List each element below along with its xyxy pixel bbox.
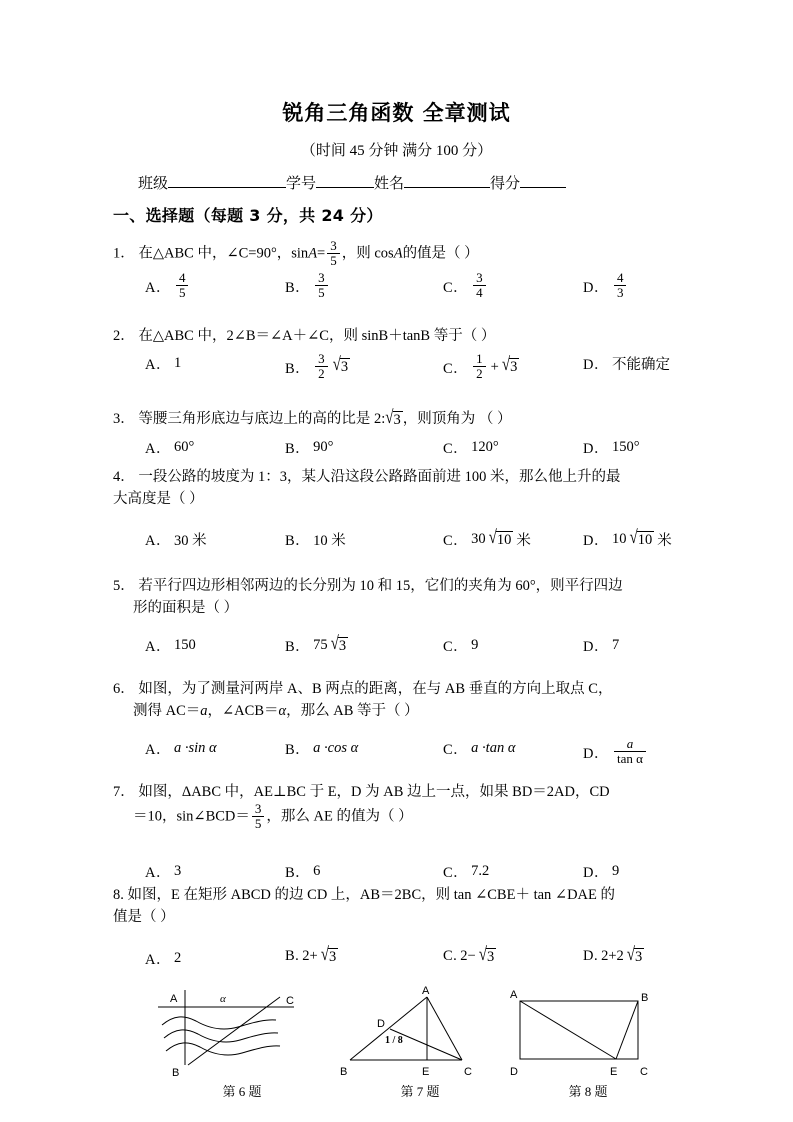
question-6-stem-line2: 测得 AC＝a，∠ACB＝α，那么 AB 等于（ ） xyxy=(133,703,419,720)
name-label: 姓名 xyxy=(374,176,405,192)
option-3-d[interactable]: D． 150° xyxy=(583,439,640,457)
option-2-c-fraction: $\frac{1}{2}$ xyxy=(473,352,486,380)
option-2-b[interactable]: B． $\frac{3}{2}$ √ 3 xyxy=(285,351,349,381)
option-4-d[interactable]: D． 10 √ 10 米 xyxy=(583,527,672,549)
figure-8-caption: 第 8 题 xyxy=(568,1084,608,1099)
figure-7-label-D: D xyxy=(377,1018,385,1030)
option-7-d[interactable]: D． 9 xyxy=(583,863,620,881)
class-label: 班级 xyxy=(138,176,169,192)
option-6-c[interactable]: C． a ·tan α xyxy=(443,740,516,758)
question-7-stem-line2: ＝10，sin∠BCD＝ $\frac{3}{5}$ ，那么 AE 的值为（ ） xyxy=(133,801,413,832)
option-5-d[interactable]: D． 7 xyxy=(583,637,620,655)
id-label: 学号 xyxy=(286,176,317,192)
option-3-b[interactable]: B． 90° xyxy=(285,439,334,457)
question-3-stem: 3． 等腰三角形底边与底边上的高的比是 2: √ 3 ，则顶角为 （ ） xyxy=(113,407,512,428)
question-1-var-a2: A xyxy=(393,245,403,262)
option-3-a[interactable]: A． 60° xyxy=(145,439,195,457)
option-4-d-sqrt: √ 10 xyxy=(629,527,653,548)
question-4-number: 4． xyxy=(113,469,135,485)
figure-7-label-A: A xyxy=(422,985,430,997)
option-1-c-fraction: $\frac{3}{4}$ xyxy=(473,271,486,299)
question-5-number: 5． xyxy=(113,578,135,594)
option-8-d[interactable]: D. 2+2 √ 3 xyxy=(583,944,643,965)
question-2-number: 2． xyxy=(113,328,135,344)
question-8 xyxy=(113,884,693,929)
question-8-options xyxy=(113,944,713,982)
question-1-var-a: A xyxy=(308,245,318,262)
question-6-options xyxy=(113,738,713,772)
figure-6-drawing xyxy=(152,985,332,1080)
option-7-b[interactable]: B． 6 xyxy=(285,863,321,881)
option-8-b-sqrt: √ 3 xyxy=(320,944,337,965)
option-1-d-fraction: $\frac{4}{3}$ xyxy=(614,271,627,299)
question-1-options xyxy=(113,272,713,306)
figure-6-label-alpha: α xyxy=(220,993,226,1005)
question-6 xyxy=(113,678,693,723)
option-4-a[interactable]: A． 30 米 xyxy=(145,533,207,549)
option-8-b[interactable]: B. 2+ √ 3 xyxy=(285,944,337,965)
option-7-c[interactable]: C． 7.2 xyxy=(443,863,490,881)
option-1-b[interactable]: B． $\frac{3}{5}$ xyxy=(285,272,330,300)
question-1-stem-tail: 的值是（ ） xyxy=(402,245,479,262)
option-6-d-fraction: $\frac{a}{\text{tan α}}$ xyxy=(614,737,646,765)
question-6-stem-line1: 6． 如图，为了测量河两岸 A、B 两点的距离，在与 AB 垂直的方向上取点 C， xyxy=(113,681,613,697)
question-4-stem-line1: 4． 一段公路的坡度为 1：3，某人沿这段公路路面前进 100 米，那么他上升的最 xyxy=(113,469,621,485)
option-2-d[interactable]: D． 不能确定 xyxy=(583,357,670,373)
question-7-number: 7． xyxy=(113,784,135,800)
score-blank[interactable] xyxy=(520,172,566,188)
option-2-c-sqrt: √ 3 xyxy=(501,355,518,376)
question-8-number: 8. xyxy=(113,887,124,903)
option-2-c[interactable]: C． $\frac{1}{2}$ + √ 3 xyxy=(443,351,518,381)
question-4-stem-line2: 大高度是（ ） xyxy=(113,491,204,508)
figure-7-drawing xyxy=(330,985,510,1080)
figure-8-label-D: D xyxy=(510,1066,518,1078)
figure-6-label-B: B xyxy=(172,1067,180,1079)
question-5-stem-line1: 5． 若平行四边形相邻两边的长分别为 10 和 15，它们的夹角为 60°，则平行四边 xyxy=(113,578,623,594)
name-blank[interactable] xyxy=(404,172,490,188)
question-1-stem xyxy=(113,240,693,268)
class-blank[interactable] xyxy=(168,172,286,188)
figure-6-label-A: A xyxy=(170,993,178,1005)
option-2-b-sqrt: √ 3 xyxy=(332,355,349,376)
figure-8-label-E: E xyxy=(610,1066,618,1078)
question-1-number: 1． xyxy=(113,245,135,262)
option-6-a[interactable]: A． a ·sin α xyxy=(145,740,217,758)
option-4-c-sqrt: √ 10 xyxy=(488,527,512,548)
option-6-d[interactable]: D． $\frac{a}{\text{tan α}}$ xyxy=(583,738,648,766)
question-4 xyxy=(113,466,693,511)
section-heading-choice: 一、选择题（每题 3 分，共 24 分） xyxy=(113,206,383,225)
option-3-c[interactable]: C． 120° xyxy=(443,439,499,457)
option-5-b-sqrt: √ 3 xyxy=(330,633,347,654)
option-1-b-fraction: $\frac{3}{5}$ xyxy=(315,271,328,299)
question-5-stem-line2: 形的面积是（ ） xyxy=(133,600,239,617)
question-2-stem xyxy=(113,325,693,347)
id-blank[interactable] xyxy=(316,172,374,188)
figure-7-label-C: C xyxy=(464,1066,472,1078)
score-label: 得分 xyxy=(490,176,521,192)
question-7-stem-line1: 7． 如图，ΔABC 中，AE⊥BC 于 E，D 为 AB 边上一点，如果 BD＝2AD，CD xyxy=(113,784,610,800)
figure-8-label-C: C xyxy=(640,1066,648,1078)
option-2-b-fraction: $\frac{3}{2}$ xyxy=(315,352,328,380)
question-2-stem-text: 在△ABC 中，2∠B＝∠A＋∠C，则 sinB＋tanB 等于（ ） xyxy=(138,328,496,344)
question-5 xyxy=(113,575,693,620)
option-8-a[interactable]: A． 2 xyxy=(145,950,182,968)
question-1 xyxy=(113,240,693,268)
option-4-b[interactable]: B． 10 米 xyxy=(285,533,346,549)
figure-7-label-E: E xyxy=(422,1066,430,1078)
question-7 xyxy=(113,781,693,832)
figure-7-caption: 第 7 题 xyxy=(400,1084,440,1099)
question-7-fraction: $\frac{3}{5}$ xyxy=(252,802,265,830)
option-4-c[interactable]: C． 30 √ 10 米 xyxy=(443,527,531,549)
student-info-line xyxy=(138,172,668,193)
question-5-options xyxy=(113,635,713,669)
option-5-c[interactable]: C． 9 xyxy=(443,637,479,655)
exam-subtitle: （时间 45 分钟 满分 100 分） xyxy=(300,143,493,159)
figure-question-8 xyxy=(498,985,678,1115)
figure-question-6 xyxy=(152,985,332,1115)
question-1-fraction: $\frac{3}{5}$ xyxy=(327,239,340,267)
question-1-stem-post: ，则 cos xyxy=(341,245,394,262)
option-8-d-sqrt: √ 3 xyxy=(626,944,643,965)
figure-question-7 xyxy=(330,985,510,1115)
option-1-c[interactable]: C． $\frac{3}{4}$ xyxy=(443,272,488,300)
option-1-d[interactable]: D． $\frac{4}{3}$ xyxy=(583,272,628,300)
question-8-stem-line1: 8. 如图，E 在矩形 ABCD 的边 CD 上，AB＝2BC，则 tan ∠CBE＋ tan ∠DAE 的 xyxy=(113,887,615,903)
page-title: 锐角三角函数 全章测试 xyxy=(282,101,511,125)
figure-7-label-mark: 1 / 8 xyxy=(385,1035,403,1046)
figure-8-label-A: A xyxy=(510,989,518,1001)
option-1-a[interactable]: A． $\frac{4}{5}$ xyxy=(145,272,190,300)
question-3-sqrt: √ 3 xyxy=(385,407,401,428)
question-2 xyxy=(113,325,693,347)
question-2-options xyxy=(113,353,713,387)
option-8-c[interactable]: C. 2− √ 3 xyxy=(443,944,495,965)
option-2-a[interactable]: A． 1 xyxy=(145,355,182,373)
question-1-stem-pre: 在△ABC 中，∠C=90°，sin xyxy=(138,245,309,262)
option-5-a[interactable]: A． 150 xyxy=(145,637,196,655)
question-3 xyxy=(113,408,693,430)
figure-8-drawing xyxy=(498,985,678,1080)
figure-6-label-C: C xyxy=(286,995,294,1007)
question-8-stem-line2: 值是（ ） xyxy=(113,909,175,926)
figures-row xyxy=(0,985,793,1115)
question-6-number: 6． xyxy=(113,681,135,697)
figure-8-label-B: B xyxy=(641,992,649,1004)
option-7-a[interactable]: A． 3 xyxy=(145,863,182,881)
question-3-number: 3． xyxy=(113,411,135,427)
figure-6-caption: 第 6 题 xyxy=(222,1084,262,1099)
option-1-a-fraction: $\frac{4}{5}$ xyxy=(176,271,189,299)
question-1-eq: = xyxy=(317,245,326,262)
question-4-options xyxy=(113,529,713,563)
option-6-b[interactable]: B． a ·cos α xyxy=(285,740,359,758)
figure-7-label-B: B xyxy=(340,1066,348,1078)
option-8-c-sqrt: √ 3 xyxy=(478,944,495,965)
option-5-b[interactable]: B． 75 √ 3 xyxy=(285,633,347,655)
